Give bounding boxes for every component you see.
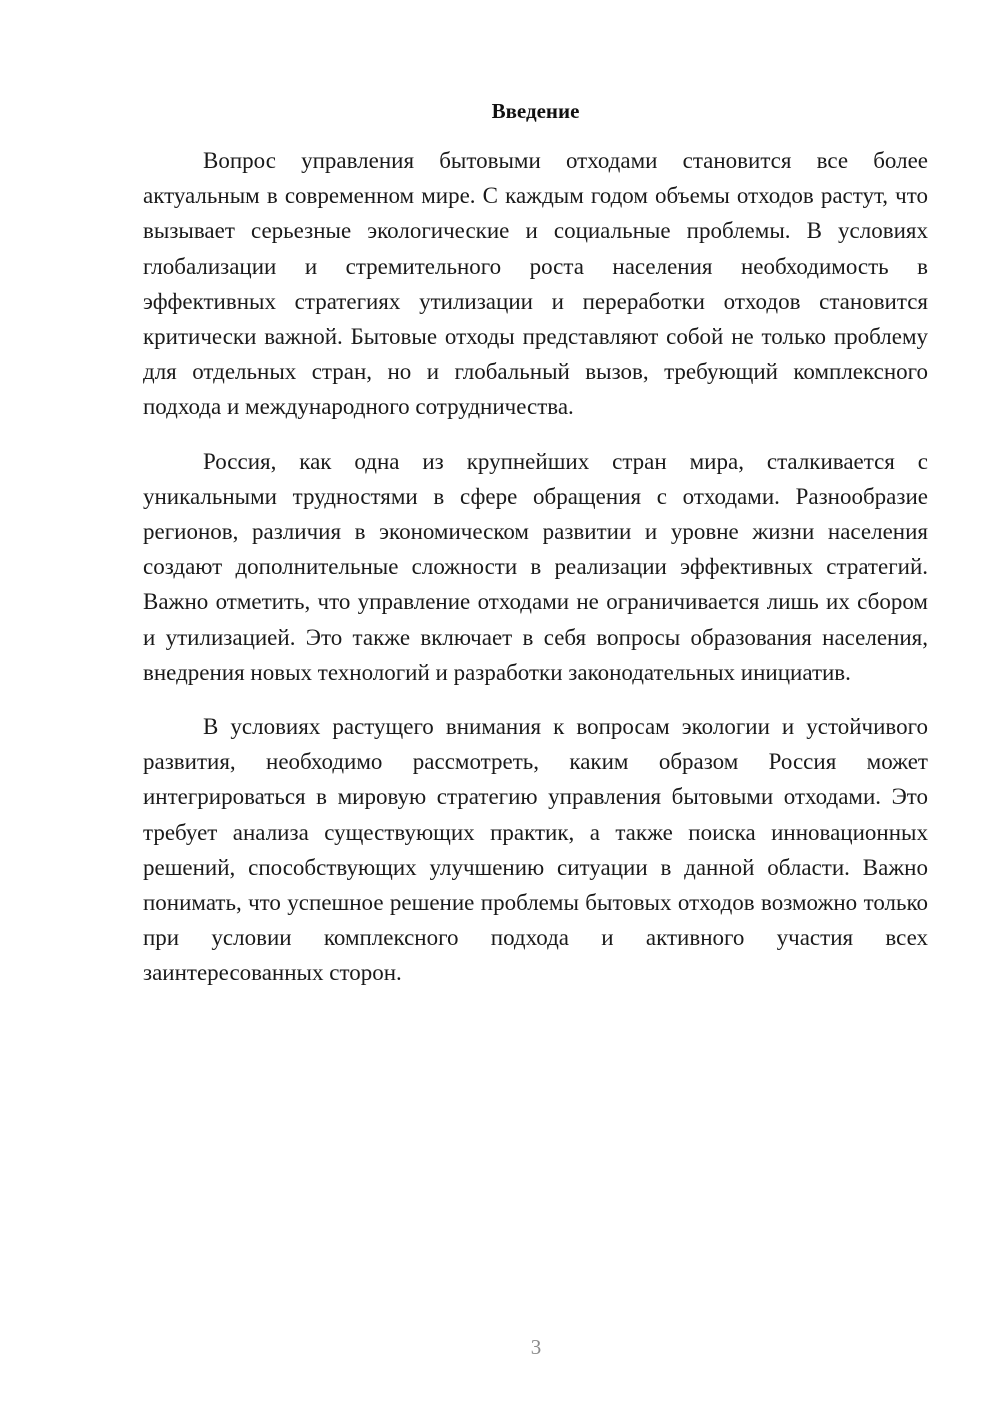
page-number: 3 [530,1335,542,1359]
page-content [143,96,928,991]
paragraph-1: Вопрос управления бытовыми отходами становится все более актуальным в современном мире. С каждым годом объемы отходов растут, что вызывает серьезные экологические и социальные проблемы. В условиях глобализации и стремительного роста населения необходимость в эффективных стратегиях утилизации и переработки отходов становится критически важной. Бытовые отходы представляют собой не только проблему для отдельных стран, но и глобальный вызов, требующий комплексного подхода и международного сотрудничества. [143,148,928,420]
section-heading: Введение [491,99,580,123]
paragraph-2: Россия, как одна из крупнейших стран мира, сталкивается с уникальными трудностями в сфере обращения с отходами. Разнообразие регионов, различия в экономическом развитии и уровне жизни населения создают дополнительные сложности в реализации эффективных стратегий. Важно отметить, что управление отходами не ограничивается лишь их сбором и утилизацией. Это также включает в себя вопросы образования населения, внедрения новых технологий и разработки законодательных инициатив. [143,448,928,685]
paragraph-3: В условиях растущего внимания к вопросам экологии и устойчивого развития, необходимо рассмотреть, каким образом Россия может интегрироваться в мировую стратегию управления бытовыми отходами. Это требует анализа существующих практик, а также поиска инновационных решений, способствующих улучшению ситуации в данной области. Важно понимать, что успешное решение проблемы бытовых отходов возможно только при условии комплексного подхода и активного участия всех заинтересованных сторон. [143,714,928,986]
